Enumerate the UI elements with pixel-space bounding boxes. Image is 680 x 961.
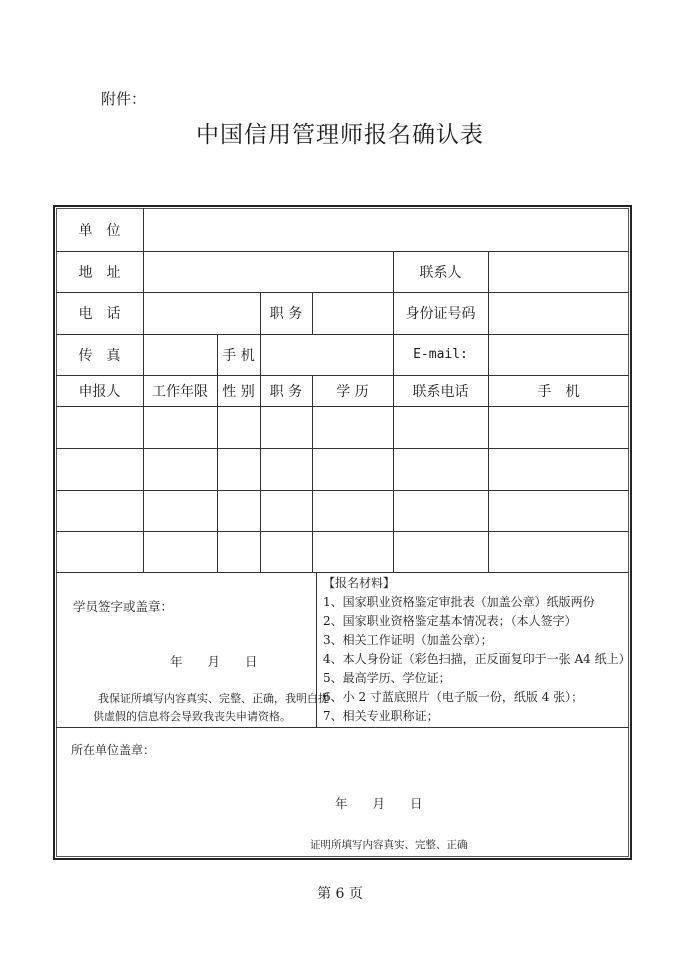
materials-item: 7、相关专业职称证； xyxy=(323,709,439,723)
fax-field[interactable] xyxy=(144,334,217,375)
address-field[interactable] xyxy=(144,251,393,292)
unit-seal-label: 所在单位盖章： xyxy=(71,743,156,757)
applicant-cell[interactable] xyxy=(394,532,488,572)
materials-item: 6、小 2 寸蓝底照片（电子版一份，纸版 4 张）； xyxy=(323,690,584,704)
page-number: 第 6 页 xyxy=(317,886,363,902)
applicant-cell[interactable] xyxy=(394,449,488,489)
applicant-cell[interactable] xyxy=(313,491,393,531)
unit-field[interactable] xyxy=(144,208,629,251)
materials-item: 4、本人身份证（彩色扫描，正反面复印于一张 A4 纸上） xyxy=(323,652,631,666)
materials-heading: 【报名材料】 xyxy=(323,576,396,590)
applicant-cell[interactable] xyxy=(261,532,312,572)
student-signature-date: 年 月 日 xyxy=(170,654,258,669)
applicant-cell[interactable] xyxy=(218,532,260,572)
applicant-cell[interactable] xyxy=(218,407,260,447)
applicant-cell[interactable] xyxy=(218,491,260,531)
applicant-cell[interactable] xyxy=(218,449,260,489)
applicant-cell[interactable] xyxy=(261,449,312,489)
applicant-cell[interactable] xyxy=(394,491,488,531)
applicant-cell[interactable] xyxy=(313,532,393,572)
declaration-line-1: 我保证所填写内容真实、完整、正确，我明白提 xyxy=(98,692,329,705)
applicant-cell[interactable] xyxy=(489,491,629,531)
header-years: 工作年限 xyxy=(152,383,208,400)
applicant-cell[interactable] xyxy=(144,449,217,489)
applicant-cell[interactable] xyxy=(313,407,393,447)
header-education: 学 历 xyxy=(336,383,369,400)
materials-item: 3、相关工作证明（加盖公章）； xyxy=(323,633,493,647)
contact-person-label: 联系人 xyxy=(419,264,462,281)
declaration-line-2: 供虚假的信息将会导致我丧失申请资格。 xyxy=(93,710,291,723)
header-position: 职 务 xyxy=(269,383,303,400)
header-contact-phone: 联系电话 xyxy=(412,383,469,400)
email-field[interactable] xyxy=(489,334,629,375)
applicant-cell[interactable] xyxy=(57,491,143,531)
applicant-cell[interactable] xyxy=(144,407,217,447)
applicant-cell[interactable] xyxy=(57,532,143,572)
student-signature-field[interactable] xyxy=(57,573,315,643)
email-label: E-mail: xyxy=(413,347,468,362)
position-field[interactable] xyxy=(313,292,393,334)
materials-item: 5、最高学历、学位证； xyxy=(323,671,451,685)
header-gender: 性 别 xyxy=(222,383,255,400)
address-label: 地 址 xyxy=(78,264,121,281)
applicant-cell[interactable] xyxy=(313,449,393,489)
contact-person-field[interactable] xyxy=(489,251,629,292)
position-label: 职 务 xyxy=(269,306,303,322)
mobile-field[interactable] xyxy=(261,334,393,375)
applicant-cell[interactable] xyxy=(394,407,488,447)
mobile-label: 手 机 xyxy=(222,347,255,364)
applicant-cell[interactable] xyxy=(57,449,143,489)
applicant-cell[interactable] xyxy=(489,532,629,572)
applicant-cell[interactable] xyxy=(261,407,312,447)
unit-seal-certification: 证明所填写内容真实、完整、正确 xyxy=(310,839,468,851)
page-title: 中国信用管理师报名确认表 xyxy=(196,122,484,148)
applicant-cell[interactable] xyxy=(489,407,629,447)
applicant-cell[interactable] xyxy=(57,407,143,447)
student-signature-label: 学员签字或盖章： xyxy=(73,599,174,614)
materials-item: 1、国家职业资格鉴定审批表（加盖公章）纸版两份 xyxy=(323,595,595,609)
materials-item: 2、国家职业资格鉴定基本情况表；（本人签字） xyxy=(323,614,577,628)
unit-seal-date: 年 月 日 xyxy=(335,796,423,811)
id-number-label: 身份证号码 xyxy=(405,306,476,322)
unit-label: 单 位 xyxy=(78,222,121,239)
applicant-cell[interactable] xyxy=(144,532,217,572)
header-applicant: 申报人 xyxy=(78,383,121,400)
phone-field[interactable] xyxy=(144,292,260,334)
id-number-field[interactable] xyxy=(489,292,629,334)
applicant-cell[interactable] xyxy=(261,491,312,531)
applicant-cell[interactable] xyxy=(144,491,217,531)
applicant-cell[interactable] xyxy=(489,449,629,489)
header-mobile: 手 机 xyxy=(537,383,580,400)
fax-label: 传 真 xyxy=(78,347,121,364)
unit-seal-field[interactable] xyxy=(57,728,629,788)
attachment-label: 附件： xyxy=(101,90,147,108)
phone-label: 电 话 xyxy=(78,306,121,322)
